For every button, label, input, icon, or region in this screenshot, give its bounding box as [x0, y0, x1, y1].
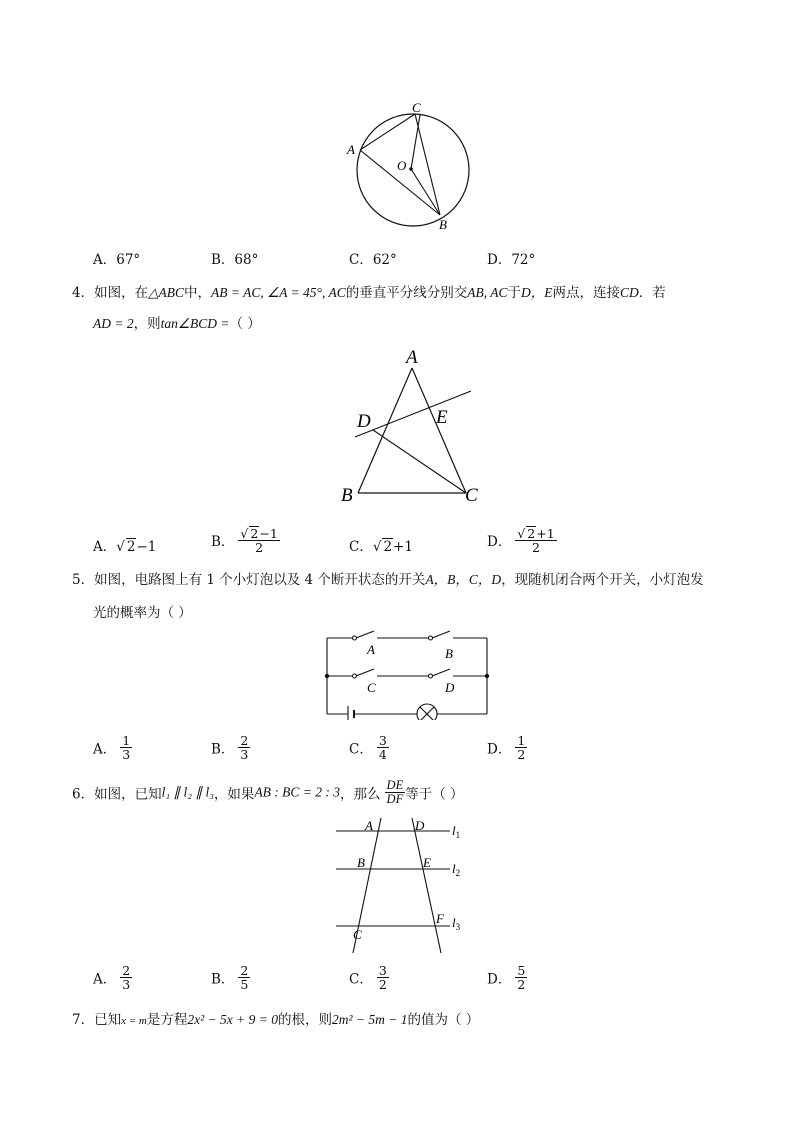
- denominator: 3: [122, 747, 131, 763]
- q5-option-a: [93, 734, 132, 761]
- label-l1: $l_1$: [452, 823, 461, 840]
- option-letter: A．: [93, 971, 117, 988]
- circle-figure: [340, 98, 510, 236]
- math: AB = AC, ∠A = 45°, AC: [210, 285, 346, 300]
- math: △ABC: [148, 285, 184, 300]
- numerator-tail: +1: [536, 526, 555, 541]
- segment-oc: [411, 115, 420, 169]
- option-letter: B．: [211, 252, 235, 268]
- q3-option-a: [93, 248, 140, 268]
- option-letter: D．: [487, 971, 512, 988]
- text: 的根，则: [277, 1012, 332, 1028]
- q4-option-a: [93, 535, 156, 555]
- option-text: 67°: [116, 252, 141, 268]
- math: AB : BC = 2 : 3: [254, 784, 341, 800]
- radicand: 2: [527, 526, 536, 541]
- label-d: D: [415, 818, 425, 833]
- q3-option-d: [487, 248, 535, 268]
- segment-cb: [415, 114, 440, 215]
- fraction: [515, 526, 556, 554]
- junction-dot: [485, 674, 489, 678]
- math: A，B，C，D: [425, 572, 502, 587]
- numerator: [515, 526, 556, 541]
- question-number: 7．: [72, 1012, 95, 1028]
- q7-line1: [72, 1008, 479, 1028]
- math: x = m: [121, 1015, 147, 1027]
- q4-option-c: [349, 535, 413, 555]
- numerator: 5: [517, 963, 526, 978]
- label-l3: $l_3$: [452, 915, 461, 932]
- label-b: B: [439, 217, 447, 232]
- option-tail: −1: [136, 539, 157, 555]
- label-d: D: [357, 411, 371, 432]
- math: AD = 2: [93, 316, 134, 331]
- switch-c: [356, 669, 374, 676]
- pivot: [429, 636, 433, 640]
- fraction: [120, 964, 132, 991]
- label-c: C: [353, 927, 362, 942]
- math: AB, AC: [467, 285, 508, 300]
- text: ，则: [133, 316, 161, 332]
- q6-option-b: [211, 964, 250, 991]
- denominator: 2: [517, 747, 526, 763]
- center-point: [409, 167, 413, 171]
- numerator: [238, 526, 279, 541]
- numerator: 1: [122, 733, 131, 748]
- q5-line2: [93, 601, 192, 621]
- fraction: [238, 526, 279, 554]
- numerator: DE: [386, 778, 404, 792]
- option-text: 62°: [372, 252, 397, 268]
- label-a: A: [347, 142, 355, 157]
- radicand: 2: [383, 539, 393, 555]
- option-letter: C．: [349, 741, 373, 758]
- denominator: 5: [240, 977, 249, 993]
- numerator: 3: [378, 963, 387, 978]
- label-f: F: [436, 911, 444, 926]
- q6-line1: [72, 779, 464, 806]
- label-b: B: [445, 646, 453, 661]
- fraction: [385, 779, 406, 806]
- math: CD: [619, 285, 639, 300]
- option-tail: +1: [393, 539, 413, 555]
- radicand: 2: [126, 539, 136, 555]
- text: 的垂直平分线分别交: [345, 285, 468, 301]
- label-e: E: [436, 407, 448, 428]
- text: 中，: [183, 285, 211, 301]
- denominator: 2: [255, 540, 264, 556]
- pivot: [429, 674, 433, 678]
- option-letter: D．: [487, 534, 512, 551]
- math: l₁ ∥ l₂ ∥ l₃: [161, 784, 214, 800]
- switch-a: [356, 631, 374, 638]
- circuit-figure: [318, 628, 498, 720]
- q5-option-c: [349, 734, 389, 761]
- label-d: D: [445, 680, 455, 695]
- q3-option-b: [211, 248, 258, 268]
- denominator: 3: [122, 977, 131, 993]
- transversal-right: [412, 818, 441, 953]
- q4-line2: [93, 312, 261, 332]
- fraction: [515, 734, 527, 761]
- fraction: [377, 964, 389, 991]
- label-a: A: [406, 347, 418, 368]
- q5-line1: [72, 568, 704, 588]
- label-b: B: [357, 855, 365, 870]
- radical-sign: √: [116, 539, 125, 555]
- denominator: 2: [517, 977, 526, 993]
- text: 两点，连接: [552, 285, 620, 301]
- q6-option-c: [349, 964, 389, 991]
- option-letter: B．: [211, 971, 235, 988]
- bulb-icon: [417, 704, 437, 720]
- question-number: 6．: [72, 786, 95, 803]
- q5-option-d: [487, 734, 527, 761]
- radical-sign: √: [240, 526, 249, 541]
- radical-sign: √: [372, 539, 382, 555]
- text: 于: [507, 285, 521, 301]
- option-text: 68°: [234, 252, 259, 268]
- option-letter: C．: [349, 539, 373, 555]
- text: 的值为（ ）: [407, 1012, 480, 1028]
- math: 2m² − 5m − 1: [331, 1012, 408, 1027]
- radicand: 2: [250, 526, 259, 541]
- answer-paren: （ ）: [229, 316, 261, 332]
- denominator: DF: [386, 792, 404, 807]
- q6-option-a: [93, 964, 132, 991]
- math: 2x² − 5x + 9 = 0: [187, 1012, 278, 1027]
- question-number: 5．: [72, 572, 95, 588]
- denominator: 4: [378, 747, 387, 763]
- fraction: [238, 964, 250, 991]
- text: ，现随机闭合两个开关，小灯泡发: [501, 572, 704, 588]
- label-c: C: [412, 100, 421, 115]
- option-letter: A．: [93, 539, 117, 555]
- label-b: B: [341, 485, 353, 506]
- switch-d: [432, 669, 450, 676]
- label-a: A: [365, 818, 373, 833]
- fraction: [515, 964, 527, 991]
- option-letter: A．: [93, 741, 117, 758]
- junction-dot: [325, 674, 329, 678]
- q4-option-d: [487, 526, 557, 554]
- option-letter: B．: [211, 741, 235, 758]
- fraction: [238, 734, 250, 761]
- triangle-figure: [335, 343, 495, 508]
- fraction: [120, 734, 132, 761]
- text: ，那么: [340, 786, 381, 803]
- label-l2: $l_2$: [452, 861, 461, 878]
- q3-option-c: [349, 248, 397, 268]
- option-text: 72°: [511, 252, 536, 268]
- text: 如图，已知: [94, 786, 162, 803]
- option-letter: C．: [349, 252, 373, 268]
- bisector-line: [355, 391, 471, 437]
- text: 是方程: [146, 1012, 188, 1028]
- denominator: 3: [240, 747, 249, 763]
- option-letter: D．: [487, 252, 512, 268]
- text: 如图，在: [94, 285, 149, 301]
- question-number: 4．: [72, 285, 95, 301]
- text: ，如果: [213, 786, 255, 803]
- pivot: [353, 636, 357, 640]
- numerator-tail: −1: [259, 526, 278, 541]
- label-a: A: [367, 642, 375, 657]
- parallel-lines-figure: [330, 815, 475, 957]
- denominator: 2: [378, 977, 387, 993]
- q5-option-b: [211, 734, 250, 761]
- radical-sign: √: [517, 526, 526, 541]
- numerator: 2: [122, 963, 131, 978]
- segment-ob: [411, 169, 440, 215]
- text: 已知: [94, 1012, 122, 1028]
- option-letter: C．: [349, 971, 373, 988]
- fraction: [377, 734, 389, 761]
- text: 如图，电路图上有 1 个小灯泡以及 4 个断开状态的开关: [94, 572, 426, 588]
- text: ．若: [638, 285, 666, 301]
- switch-b: [432, 631, 450, 638]
- text: 等于（ ）: [405, 786, 464, 803]
- option-letter: D．: [487, 741, 512, 758]
- text: 光的概率为（ ）: [93, 605, 192, 621]
- label-e: E: [423, 855, 431, 870]
- label-c: C: [367, 680, 376, 695]
- option-letter: B．: [211, 534, 235, 551]
- segment-ac: [360, 114, 415, 150]
- numerator: 1: [517, 733, 526, 748]
- circle-o: [357, 114, 469, 226]
- pivot: [353, 674, 357, 678]
- math: tan∠BCD =: [160, 316, 230, 331]
- numerator: 3: [378, 733, 387, 748]
- label-c: C: [465, 485, 478, 506]
- q4-option-b: [211, 526, 280, 554]
- denominator: 2: [532, 540, 540, 556]
- q4-line1: [72, 281, 666, 301]
- option-letter: A．: [93, 252, 117, 268]
- q6-option-d: [487, 964, 527, 991]
- numerator: 2: [240, 963, 249, 978]
- label-o: O: [397, 158, 407, 173]
- math: D，E: [520, 285, 553, 300]
- numerator: 2: [240, 733, 249, 748]
